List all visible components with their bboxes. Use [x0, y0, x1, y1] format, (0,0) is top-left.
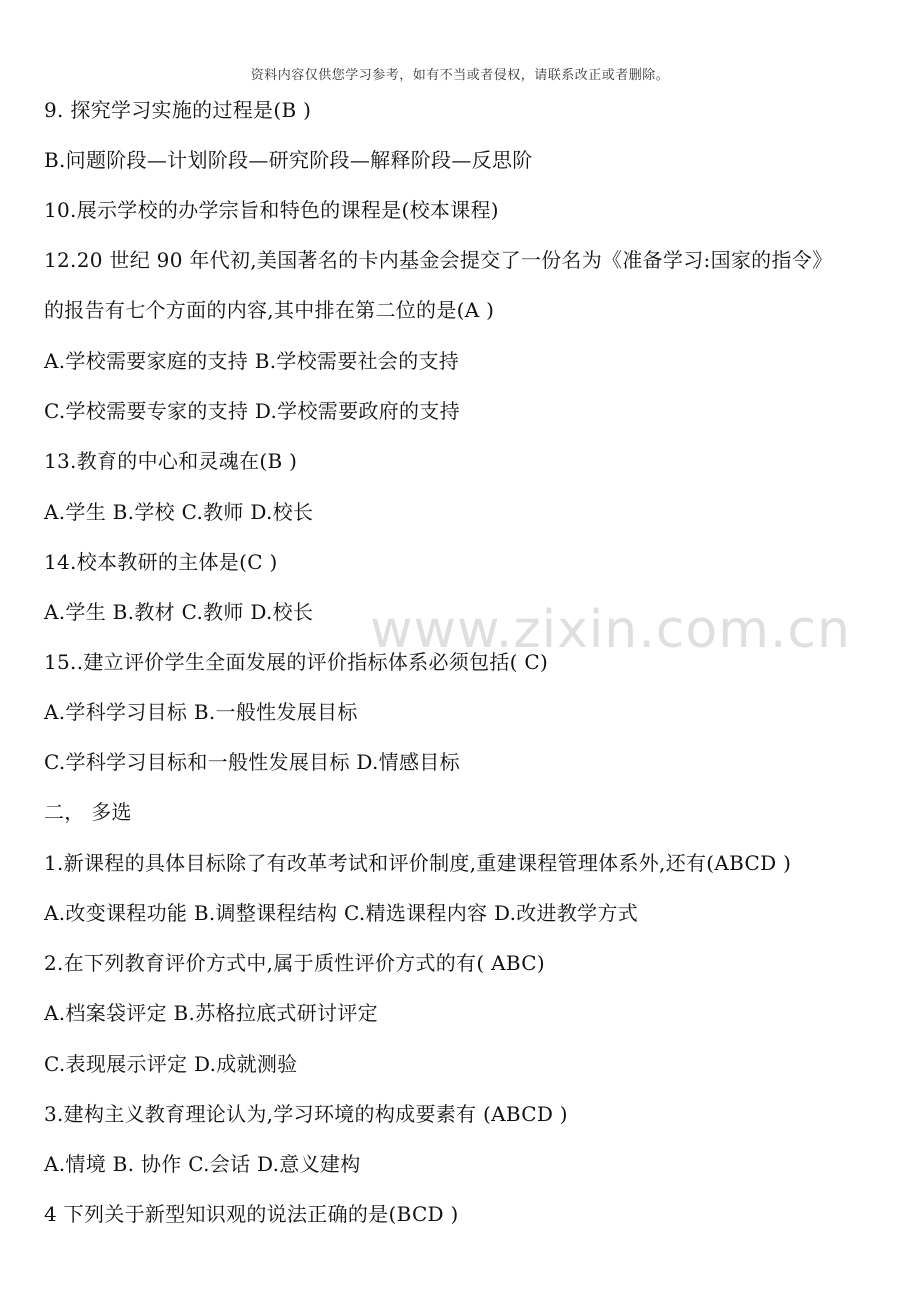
multi-options-3: A.情境 B. 协作 C.会话 D.意义建构	[44, 1152, 361, 1176]
watermark: www.zixin.com.cn	[370, 600, 851, 660]
multi-question-3: 3.建构主义教育理论认为,学习环境的构成要素有 (ABCD )	[44, 1102, 568, 1126]
multi-options-1: A.改变课程功能 B.调整课程结构 C.精选课程内容 D.改进教学方式	[44, 901, 639, 925]
multi-question-4: 4 下列关于新型知识观的说法正确的是(BCD )	[44, 1202, 459, 1226]
section-heading-multi: 二， 多选	[44, 800, 132, 824]
question-12-cont: 的报告有七个方面的内容,其中排在第二位的是(A )	[44, 298, 495, 322]
options-14: A.学生 B.教材 C.教师 D.校长	[44, 600, 314, 624]
question-15: 15..建立评价学生全面发展的评价指标体系必须包括( C)	[44, 650, 549, 674]
page-header-note: 资料内容仅供您学习参考，如有不当或者侵权，请联系改正或者删除。	[250, 68, 670, 83]
options-15-ab: A.学科学习目标 B.一般性发展目标	[44, 700, 358, 724]
answer-9: B.问题阶段—计划阶段—研究阶段—解释阶段—反思阶	[44, 148, 533, 172]
question-14: 14.校本教研的主体是(C )	[44, 550, 278, 574]
question-10: 10.展示学校的办学宗旨和特色的课程是(校本课程)	[44, 198, 499, 222]
options-15-cd: C.学科学习目标和一般性发展目标 D.情感目标	[44, 750, 460, 774]
multi-question-1: 1.新课程的具体目标除了有改革考试和评价制度,重建课程管理体系外,还有(ABCD )	[44, 851, 792, 875]
question-12: 12.20 世纪 90 年代初,美国著名的卡内基金会提交了一份名为《准备学习:国家的指令》	[44, 248, 833, 272]
multi-question-2: 2.在下列教育评价方式中,属于质性评价方式的有( ABC)	[44, 951, 545, 975]
question-13: 13.教育的中心和灵魂在(B )	[44, 449, 298, 473]
options-12-ab: A.学校需要家庭的支持 B.学校需要社会的支持	[44, 349, 460, 373]
options-13: A.学生 B.学校 C.教师 D.校长	[44, 500, 314, 524]
options-12-cd: C.学校需要专家的支持 D.学校需要政府的支持	[44, 399, 460, 423]
question-9: 9. 探究学习实施的过程是(B )	[44, 98, 312, 122]
multi-options-2-cd: C.表现展示评定 D.成就测验	[44, 1052, 298, 1076]
multi-options-2-ab: A.档案袋评定 B.苏格拉底式研讨评定	[44, 1001, 378, 1025]
